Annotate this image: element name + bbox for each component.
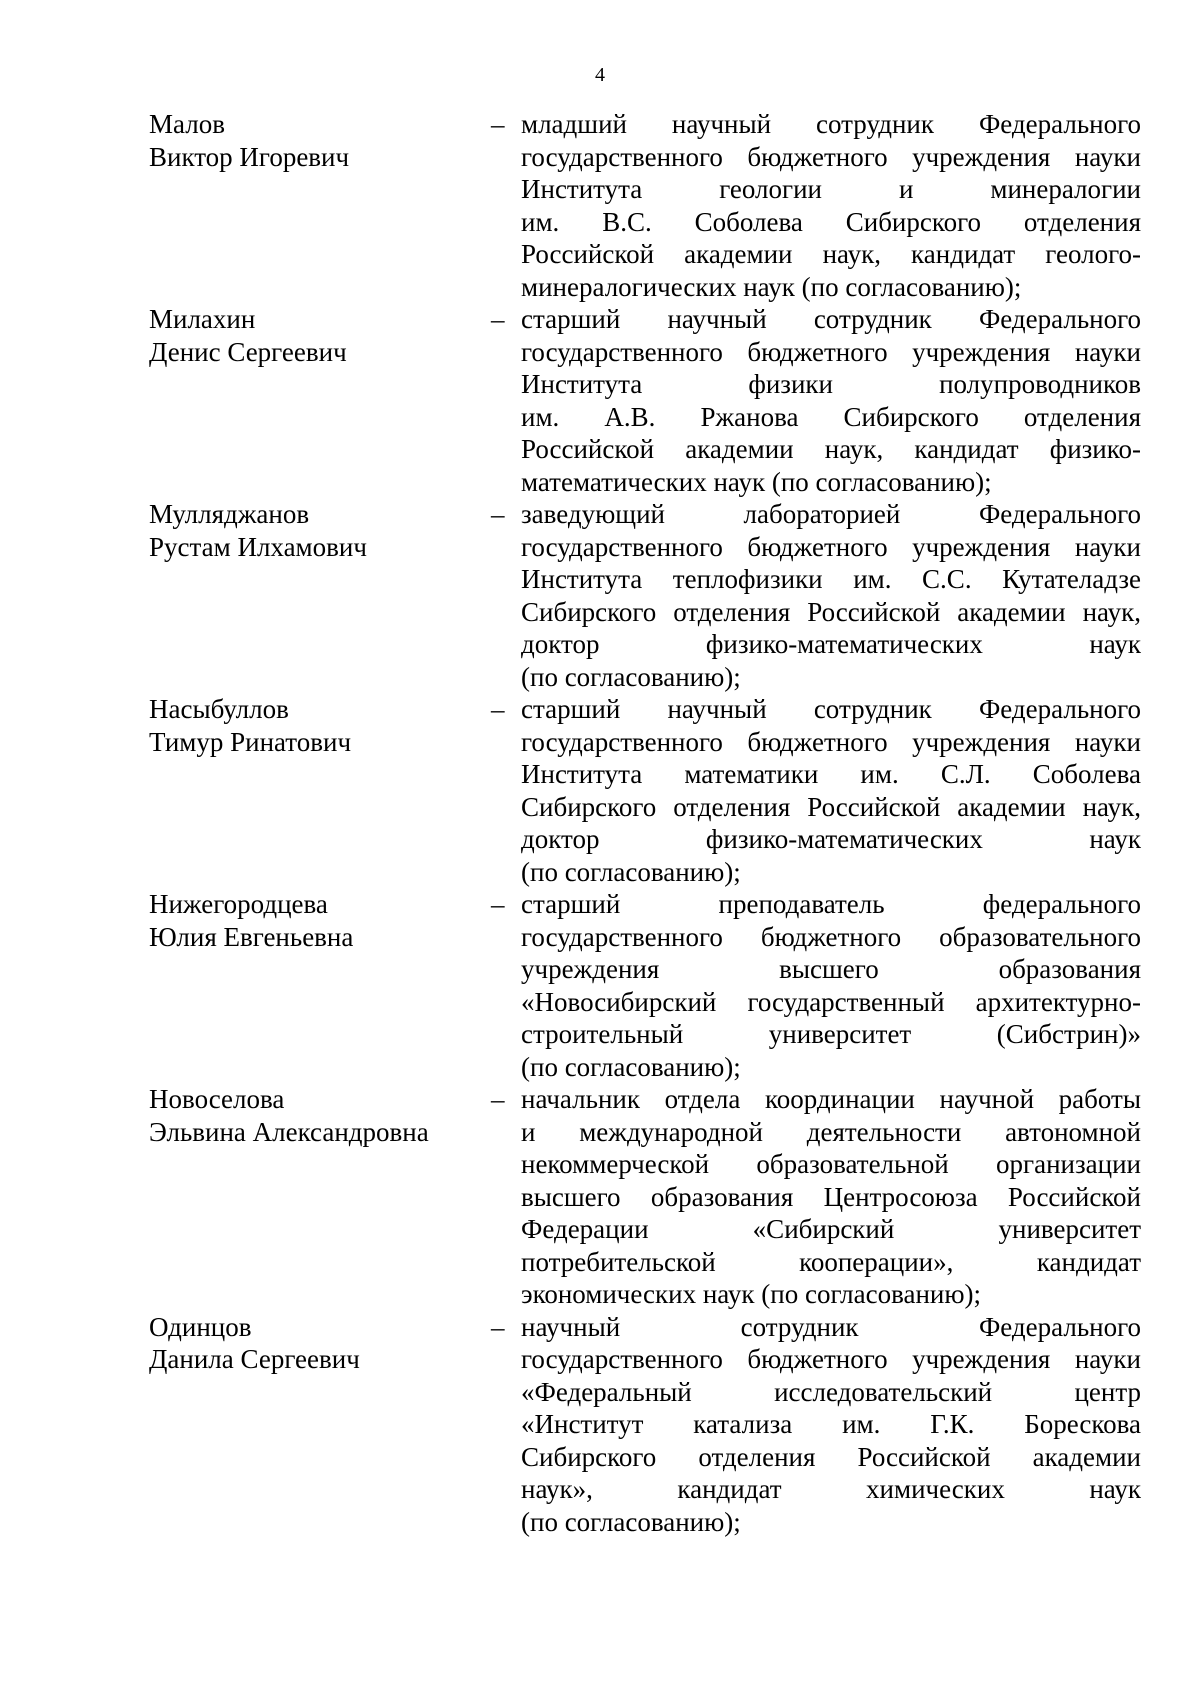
dash-separator: – bbox=[491, 889, 505, 919]
position-line: математических наук (по согласованию); bbox=[521, 466, 992, 497]
page-number: 4 bbox=[595, 64, 605, 86]
member-position bbox=[521, 1311, 1141, 1539]
member-entry bbox=[149, 1311, 1149, 1539]
member-surname: Мулляджанов bbox=[149, 499, 310, 529]
position-line: государственного бюджетного учреждения науки bbox=[521, 141, 1141, 172]
member-name bbox=[149, 888, 491, 1083]
dash-separator: – bbox=[491, 1311, 505, 1342]
position-line: государственного бюджетного учреждения науки bbox=[521, 336, 1141, 367]
dash-separator: – bbox=[491, 499, 505, 529]
member-given-names: Виктор Игоревич bbox=[149, 141, 350, 172]
position-line: им. В.С. Соболева Сибирского отделения bbox=[521, 206, 1141, 237]
position-line: некоммерческой образовательной организации bbox=[521, 1149, 1141, 1179]
position-line: Института теплофизики им. С.С. Кутателадзе bbox=[521, 564, 1141, 594]
position-line: (по согласованию); bbox=[521, 856, 741, 887]
position-line: высшего образования Центросоюза Российской bbox=[521, 1181, 1141, 1212]
member-surname: Новоселова bbox=[149, 1084, 285, 1114]
dash-separator: – bbox=[491, 109, 505, 139]
position-line: «Новосибирский государственный архитектурно- bbox=[521, 986, 1141, 1017]
position-line: и международной деятельности автономной bbox=[521, 1116, 1141, 1147]
member-given-names: Эльвина Александровна bbox=[149, 1116, 429, 1147]
member-position bbox=[521, 1083, 1141, 1311]
position-line: (по согласованию); bbox=[521, 661, 741, 692]
member-list bbox=[149, 108, 1149, 1538]
member-surname: Милахин bbox=[149, 304, 256, 334]
position-line: (по согласованию); bbox=[521, 1051, 741, 1082]
position-line: потребительской кооперации», кандидат bbox=[521, 1246, 1141, 1277]
position-line: Института геологии и минералогии bbox=[521, 174, 1141, 204]
member-given-names: Тимур Ринатович bbox=[149, 726, 352, 757]
position-line: Федерации «Сибирский университет bbox=[521, 1214, 1141, 1244]
position-line: младший научный сотрудник Федерального bbox=[521, 109, 1141, 139]
position-line: строительный университет (Сибстрин)» bbox=[521, 1019, 1141, 1049]
position-line: научный сотрудник Федерального bbox=[521, 1311, 1141, 1342]
member-name bbox=[149, 108, 491, 303]
position-line: государственного бюджетного учреждения науки bbox=[521, 531, 1141, 562]
position-line: государственного бюджетного образовательного bbox=[521, 921, 1141, 952]
position-line: Сибирского отделения Российской академии наук, bbox=[521, 791, 1141, 822]
position-line: государственного бюджетного учреждения науки bbox=[521, 726, 1141, 757]
position-line: заведующий лабораторией Федерального bbox=[521, 499, 1141, 529]
position-line: Института физики полупроводников bbox=[521, 369, 1141, 399]
position-line: «Институт катализа им. Г.К. Борескова bbox=[521, 1409, 1141, 1439]
position-line: учреждения высшего образования bbox=[521, 954, 1141, 984]
position-line: Российской академии наук, кандидат геолого- bbox=[521, 239, 1141, 269]
member-name bbox=[149, 1311, 491, 1539]
member-name bbox=[149, 303, 491, 498]
position-line: начальник отдела координации научной работы bbox=[521, 1084, 1141, 1114]
dash-separator: – bbox=[491, 304, 505, 334]
position-line: «Федеральный исследовательский центр bbox=[521, 1376, 1141, 1407]
position-line: Института математики им. С.Л. Соболева bbox=[521, 759, 1141, 789]
position-line: доктор физико-математических наук bbox=[521, 629, 1141, 659]
position-line: старший преподаватель федерального bbox=[521, 889, 1141, 919]
position-line: (по согласованию); bbox=[521, 1506, 741, 1537]
member-name bbox=[149, 1083, 491, 1311]
position-line: минералогических наук (по согласованию); bbox=[521, 271, 1022, 302]
member-entry bbox=[149, 1083, 1149, 1311]
member-entry bbox=[149, 693, 1149, 888]
member-surname: Нижегородцева bbox=[149, 889, 328, 919]
member-position bbox=[521, 498, 1141, 693]
position-line: Российской академии наук, кандидат физико- bbox=[521, 434, 1141, 464]
member-position bbox=[521, 108, 1141, 303]
member-surname: Одинцов bbox=[149, 1311, 252, 1342]
position-line: им. А.В. Ржанова Сибирского отделения bbox=[521, 401, 1141, 432]
dash-separator: – bbox=[491, 694, 505, 724]
position-line: Сибирского отделения Российской академии наук, bbox=[521, 596, 1141, 627]
position-line: старший научный сотрудник Федерального bbox=[521, 304, 1141, 334]
member-entry bbox=[149, 108, 1149, 303]
member-position bbox=[521, 888, 1141, 1083]
member-surname: Малов bbox=[149, 109, 225, 139]
member-given-names: Юлия Евгеньевна bbox=[149, 921, 354, 952]
member-name bbox=[149, 693, 491, 888]
member-entry bbox=[149, 303, 1149, 498]
position-line: экономических наук (по согласованию); bbox=[521, 1279, 982, 1309]
member-name bbox=[149, 498, 491, 693]
member-given-names: Данила Сергеевич bbox=[149, 1344, 360, 1374]
position-line: доктор физико-математических наук bbox=[521, 824, 1141, 854]
member-position bbox=[521, 303, 1141, 498]
position-line: наук», кандидат химических наук bbox=[521, 1474, 1141, 1504]
position-line: Сибирского отделения Российской академии bbox=[521, 1441, 1141, 1472]
member-given-names: Денис Сергеевич bbox=[149, 336, 347, 367]
dash-separator: – bbox=[491, 1084, 505, 1114]
member-entry bbox=[149, 498, 1149, 693]
member-entry bbox=[149, 888, 1149, 1083]
position-line: государственного бюджетного учреждения науки bbox=[521, 1344, 1141, 1374]
member-given-names: Рустам Илхамович bbox=[149, 531, 367, 562]
position-line: старший научный сотрудник Федерального bbox=[521, 694, 1141, 724]
member-position bbox=[521, 693, 1141, 888]
member-surname: Насыбуллов bbox=[149, 694, 289, 724]
